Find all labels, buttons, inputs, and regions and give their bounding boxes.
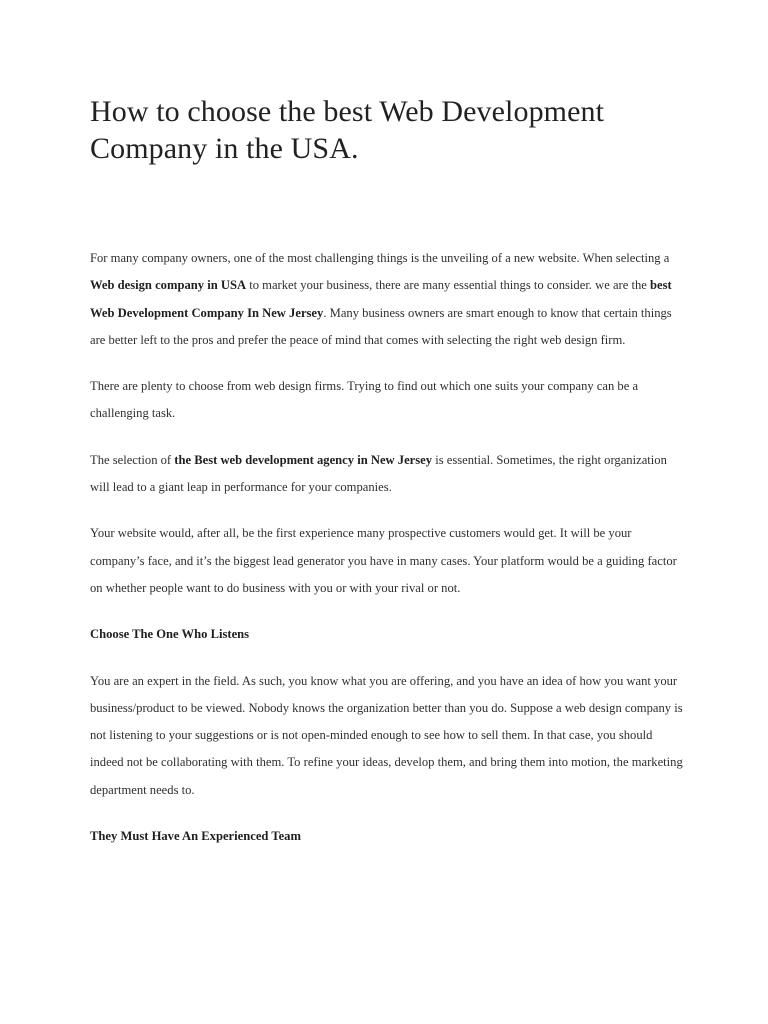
paragraph-expert: You are an expert in the field. As such, you know what you are offering, and you have an idea of how you want your business/product to be viewed. Nobody knows the organization better than you do. Suppose a web design company is not listening to your suggestions or is not open-minded enough to see how to sell them. In that case, you should indeed not be collaborating with them. To refine your ideas, develop them, and bring them into motion, the marketing department needs to. bbox=[90, 673, 683, 797]
bold-phrase-best-web-development-company: best Web Development Company In New Jersey bbox=[90, 278, 672, 320]
paragraph-website-experience: Your website would, after all, be the first experience many prospective customers would get. It will be your company’s face, and it’s the biggest lead generator you have in many cases. Your platform would be a guiding factor on whether people want to do business with you or with your rival or not. bbox=[90, 526, 677, 595]
article-body bbox=[90, 245, 684, 869]
paragraph-intro-text-1: For many company owners, one of the most challenging things is the unveiling of a new website. When selecting a bbox=[90, 251, 670, 265]
paragraph-selection bbox=[90, 447, 684, 502]
bold-phrase-web-design-company: Web design company in USA bbox=[90, 278, 247, 293]
paragraph-choices: There are plenty to choose from web design firms. Trying to find out which one suits your company can be a challenging task. bbox=[90, 379, 639, 421]
article-title: How to choose the best Web Development Company in the USA. bbox=[90, 95, 605, 165]
section-heading-experienced-team: They Must Have An Experienced Team bbox=[90, 829, 301, 844]
section-heading-listens: Choose The One Who Listens bbox=[90, 627, 250, 642]
bold-phrase-best-agency: the Best web development agency in New Jersey bbox=[174, 452, 433, 467]
paragraph-selection-text-2: is essential. Sometimes, the right organization will lead to a giant leap in performance for your companies. bbox=[90, 452, 667, 495]
paragraph-intro-text-2: to market your business, there are many essential things to consider. we are the bbox=[246, 278, 650, 293]
paragraph-selection-text-1: The selection of bbox=[90, 452, 175, 467]
paragraph-intro bbox=[90, 245, 684, 354]
paragraph-intro-text-3: . Many business owners are smart enough to know that certain things are better left to the pros and prefer the peace of mind that comes with selecting the right web design firm. bbox=[90, 305, 672, 347]
